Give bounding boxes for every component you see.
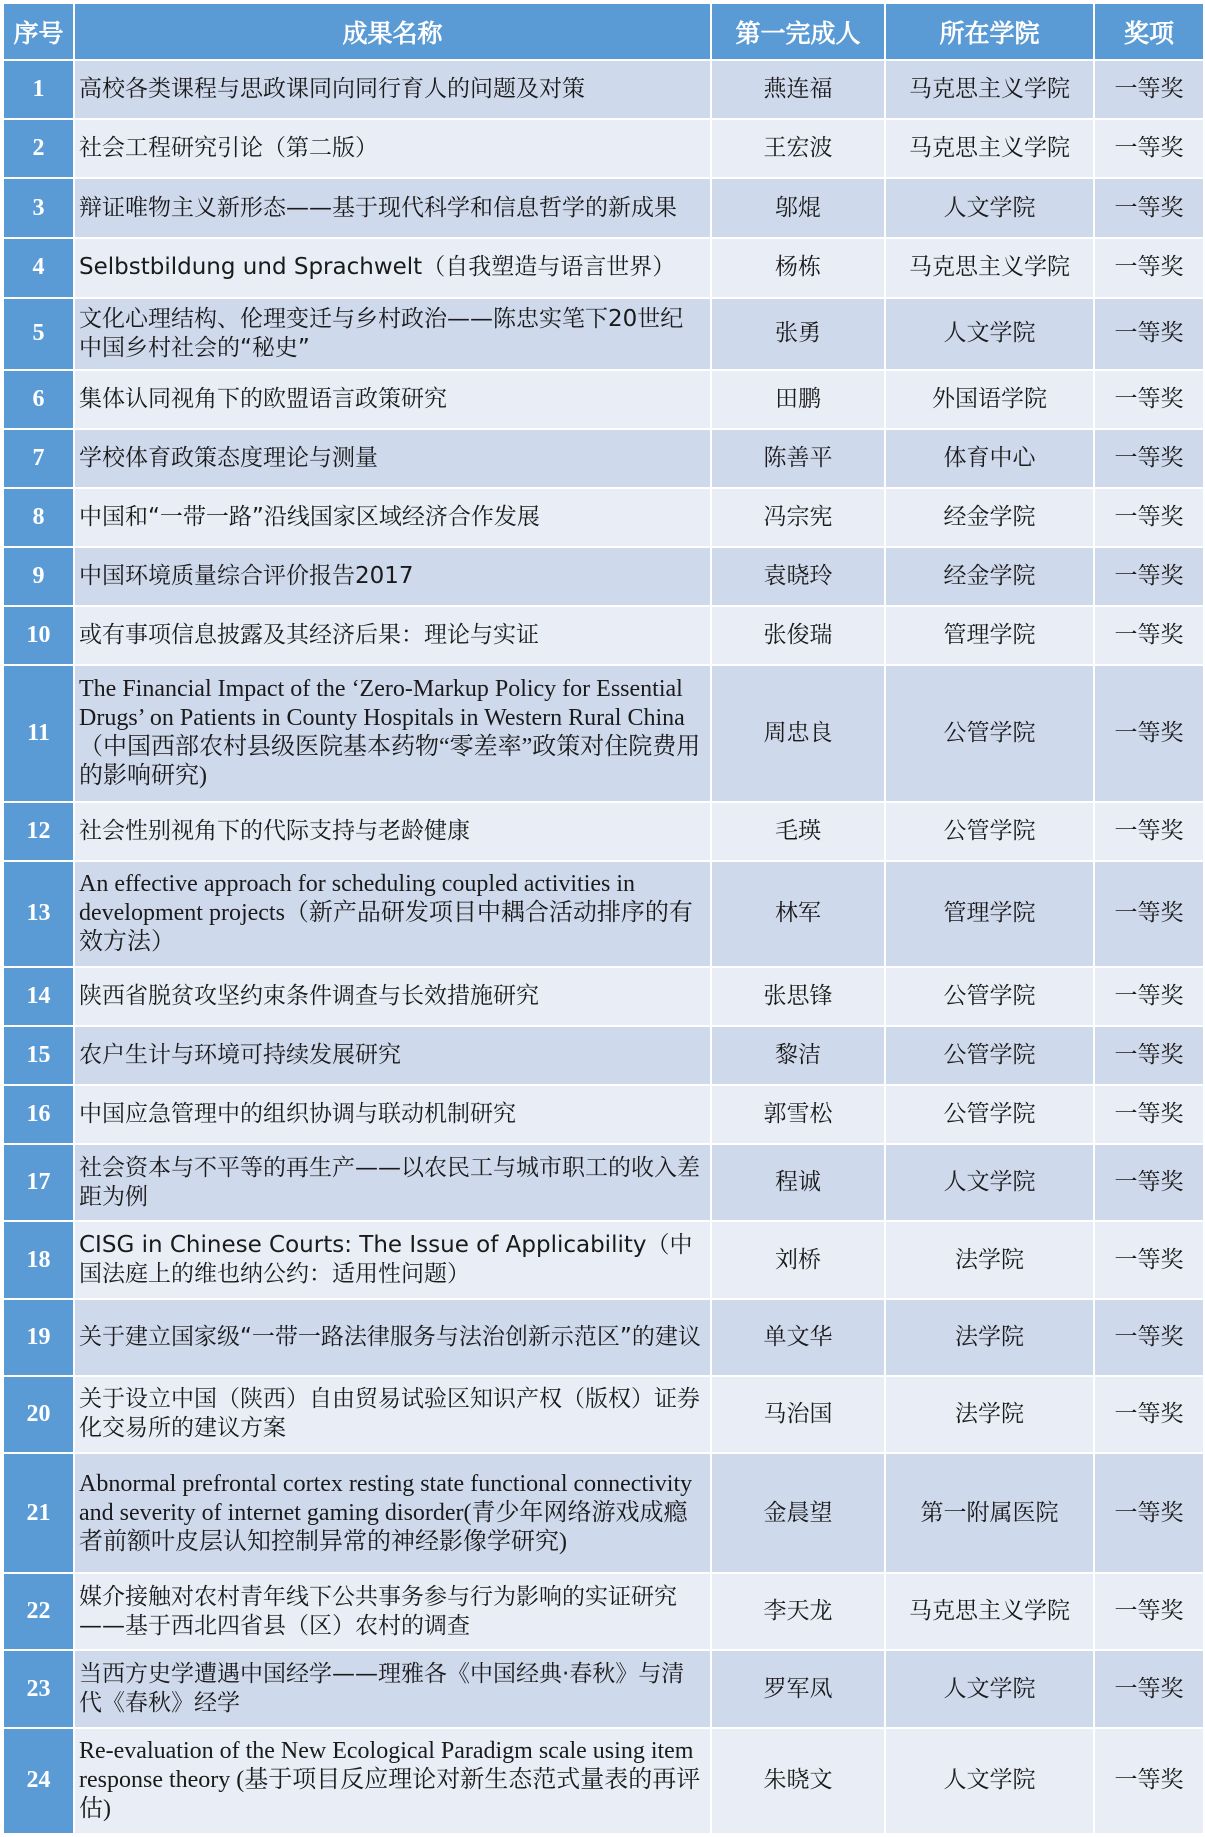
row-college: 外国语学院 [885, 370, 1094, 429]
row-award: 一等奖 [1094, 1573, 1204, 1650]
row-person: 金晨望 [711, 1453, 885, 1573]
row-name: 社会性别视角下的代际支持与老龄健康 [74, 802, 711, 861]
table-row [3, 1728, 1204, 1834]
row-no: 12 [3, 802, 74, 861]
row-no: 5 [3, 298, 74, 370]
row-person: 张思锋 [711, 967, 885, 1026]
row-award: 一等奖 [1094, 1650, 1204, 1727]
row-no: 21 [3, 1453, 74, 1573]
table-row [3, 665, 1204, 801]
table-row [3, 488, 1204, 547]
row-college: 人文学院 [885, 1144, 1094, 1221]
row-no: 10 [3, 606, 74, 665]
table-row [3, 1085, 1204, 1144]
row-person: 林军 [711, 861, 885, 967]
row-person: 王宏波 [711, 119, 885, 178]
row-person: 毛瑛 [711, 802, 885, 861]
row-college: 公管学院 [885, 665, 1094, 801]
row-name: An effective approach for scheduling coupled activities in development projects（新产品研发项目中耦合活动排序的有效方法） [74, 861, 711, 967]
row-award: 一等奖 [1094, 1728, 1204, 1834]
row-award: 一等奖 [1094, 1299, 1204, 1376]
row-no: 1 [3, 60, 74, 119]
table-row [3, 1573, 1204, 1650]
row-name: 集体认同视角下的欧盟语言政策研究 [74, 370, 711, 429]
row-person: 郭雪松 [711, 1085, 885, 1144]
table-row [3, 1299, 1204, 1376]
row-name: Abnormal prefrontal cortex resting state functional connectivity and severity of internet gaming disorder(青少年网络游戏成瘾者前额叶皮层认知控制异常的神经影像学研究) [74, 1453, 711, 1573]
awards-table [2, 2, 1205, 1835]
row-person: 杨栋 [711, 238, 885, 297]
row-college: 人文学院 [885, 1728, 1094, 1834]
row-person: 周忠良 [711, 665, 885, 801]
row-college: 第一附属医院 [885, 1453, 1094, 1573]
row-name: 当西方史学遭遇中国经学——理雅各《中国经典·春秋》与清代《春秋》经学 [74, 1650, 711, 1727]
row-college: 人文学院 [885, 298, 1094, 370]
row-college: 经金学院 [885, 488, 1094, 547]
row-name: CISG in Chinese Courts: The Issue of Applicability（中国法庭上的维也纳公约：适用性问题） [74, 1221, 711, 1298]
row-person: 程诚 [711, 1144, 885, 1221]
header-row [3, 3, 1204, 60]
row-no: 20 [3, 1376, 74, 1453]
row-person: 黎洁 [711, 1026, 885, 1085]
row-no: 9 [3, 547, 74, 606]
row-no: 4 [3, 238, 74, 297]
row-college: 马克思主义学院 [885, 60, 1094, 119]
row-no: 11 [3, 665, 74, 801]
row-award: 一等奖 [1094, 1221, 1204, 1298]
row-name: 辩证唯物主义新形态——基于现代科学和信息哲学的新成果 [74, 178, 711, 238]
header-award: 奖项 [1094, 3, 1204, 60]
row-award: 一等奖 [1094, 119, 1204, 178]
row-award: 一等奖 [1094, 1085, 1204, 1144]
table-row [3, 606, 1204, 665]
row-college: 法学院 [885, 1376, 1094, 1453]
row-person: 田鹏 [711, 370, 885, 429]
table-row [3, 1144, 1204, 1221]
row-name: 高校各类课程与思政课同向同行育人的问题及对策 [74, 60, 711, 119]
row-name: 或有事项信息披露及其经济后果：理论与实证 [74, 606, 711, 665]
row-name: 农户生计与环境可持续发展研究 [74, 1026, 711, 1085]
header-college: 所在学院 [885, 3, 1094, 60]
row-person: 朱晓文 [711, 1728, 885, 1834]
row-person: 袁晓玲 [711, 547, 885, 606]
row-award: 一等奖 [1094, 606, 1204, 665]
table-row [3, 298, 1204, 370]
row-no: 15 [3, 1026, 74, 1085]
row-no: 17 [3, 1144, 74, 1221]
row-name: 学校体育政策态度理论与测量 [74, 429, 711, 488]
table-row [3, 119, 1204, 178]
row-name: 媒介接触对农村青年线下公共事务参与行为影响的实证研究——基于西北四省县（区）农村的调查 [74, 1573, 711, 1650]
row-award: 一等奖 [1094, 1453, 1204, 1573]
row-person: 马治国 [711, 1376, 885, 1453]
row-name: 关于设立中国（陕西）自由贸易试验区知识产权（版权）证券化交易所的建议方案 [74, 1376, 711, 1453]
row-award: 一等奖 [1094, 1144, 1204, 1221]
row-college: 公管学院 [885, 1026, 1094, 1085]
table-row [3, 861, 1204, 967]
row-award: 一等奖 [1094, 298, 1204, 370]
row-award: 一等奖 [1094, 802, 1204, 861]
row-no: 13 [3, 861, 74, 967]
row-no: 19 [3, 1299, 74, 1376]
table-row [3, 238, 1204, 297]
row-college: 管理学院 [885, 861, 1094, 967]
row-person: 罗军凤 [711, 1650, 885, 1727]
header-name: 成果名称 [74, 3, 711, 60]
table-row [3, 967, 1204, 1026]
row-award: 一等奖 [1094, 665, 1204, 801]
row-no: 16 [3, 1085, 74, 1144]
table-row [3, 802, 1204, 861]
row-college: 马克思主义学院 [885, 119, 1094, 178]
row-no: 6 [3, 370, 74, 429]
table-row [3, 1453, 1204, 1573]
table-row [3, 60, 1204, 119]
row-person: 李天龙 [711, 1573, 885, 1650]
row-award: 一等奖 [1094, 238, 1204, 297]
row-award: 一等奖 [1094, 1026, 1204, 1085]
table-row [3, 1221, 1204, 1298]
row-person: 陈善平 [711, 429, 885, 488]
row-person: 刘桥 [711, 1221, 885, 1298]
row-college: 公管学院 [885, 967, 1094, 1026]
row-no: 8 [3, 488, 74, 547]
table-row [3, 1376, 1204, 1453]
row-name: 中国和“一带一路”沿线国家区域经济合作发展 [74, 488, 711, 547]
row-no: 23 [3, 1650, 74, 1727]
row-college: 法学院 [885, 1299, 1094, 1376]
table-row [3, 1650, 1204, 1727]
row-person: 燕连福 [711, 60, 885, 119]
table-row [3, 429, 1204, 488]
row-award: 一等奖 [1094, 967, 1204, 1026]
row-award: 一等奖 [1094, 370, 1204, 429]
row-award: 一等奖 [1094, 60, 1204, 119]
row-no: 2 [3, 119, 74, 178]
row-no: 18 [3, 1221, 74, 1298]
row-person: 邬焜 [711, 178, 885, 238]
row-award: 一等奖 [1094, 861, 1204, 967]
row-name: The Financial Impact of the ‘Zero-Markup Policy for Essential Drugs’ on Patients in County Hospitals in Western Rural China（中国西部农村县级医院基本药物“零差率”政策对住院费用的影响研究) [74, 665, 711, 801]
row-name: 陕西省脱贫攻坚约束条件调查与长效措施研究 [74, 967, 711, 1026]
row-college: 经金学院 [885, 547, 1094, 606]
row-award: 一等奖 [1094, 1376, 1204, 1453]
row-award: 一等奖 [1094, 547, 1204, 606]
row-college: 马克思主义学院 [885, 1573, 1094, 1650]
table-row [3, 370, 1204, 429]
row-person: 单文华 [711, 1299, 885, 1376]
row-college: 人文学院 [885, 178, 1094, 238]
row-person: 张俊瑞 [711, 606, 885, 665]
table-row [3, 1026, 1204, 1085]
row-no: 24 [3, 1728, 74, 1834]
row-name: 中国应急管理中的组织协调与联动机制研究 [74, 1085, 711, 1144]
row-college: 管理学院 [885, 606, 1094, 665]
row-college: 马克思主义学院 [885, 238, 1094, 297]
row-name: Selbstbildung und Sprachwelt（自我塑造与语言世界） [74, 238, 711, 297]
row-college: 体育中心 [885, 429, 1094, 488]
table-row [3, 547, 1204, 606]
row-award: 一等奖 [1094, 429, 1204, 488]
row-no: 3 [3, 178, 74, 238]
row-no: 14 [3, 967, 74, 1026]
row-name: Re-evaluation of the New Ecological Paradigm scale using item response theory (基于项目反应理论对新生态范式量表的再评估) [74, 1728, 711, 1834]
row-name: 社会工程研究引论（第二版） [74, 119, 711, 178]
row-name: 文化心理结构、伦理变迁与乡村政治——陈忠实笔下20世纪中国乡村社会的“秘史” [74, 298, 711, 370]
row-college: 法学院 [885, 1221, 1094, 1298]
header-no: 序号 [3, 3, 74, 60]
row-award: 一等奖 [1094, 488, 1204, 547]
row-college: 公管学院 [885, 1085, 1094, 1144]
row-person: 张勇 [711, 298, 885, 370]
row-college: 人文学院 [885, 1650, 1094, 1727]
row-no: 7 [3, 429, 74, 488]
row-no: 22 [3, 1573, 74, 1650]
row-name: 社会资本与不平等的再生产——以农民工与城市职工的收入差距为例 [74, 1144, 711, 1221]
row-college: 公管学院 [885, 802, 1094, 861]
row-name: 中国环境质量综合评价报告2017 [74, 547, 711, 606]
table-row [3, 178, 1204, 238]
row-person: 冯宗宪 [711, 488, 885, 547]
row-award: 一等奖 [1094, 178, 1204, 238]
header-person: 第一完成人 [711, 3, 885, 60]
row-name: 关于建立国家级“一带一路法律服务与法治创新示范区”的建议 [74, 1299, 711, 1376]
